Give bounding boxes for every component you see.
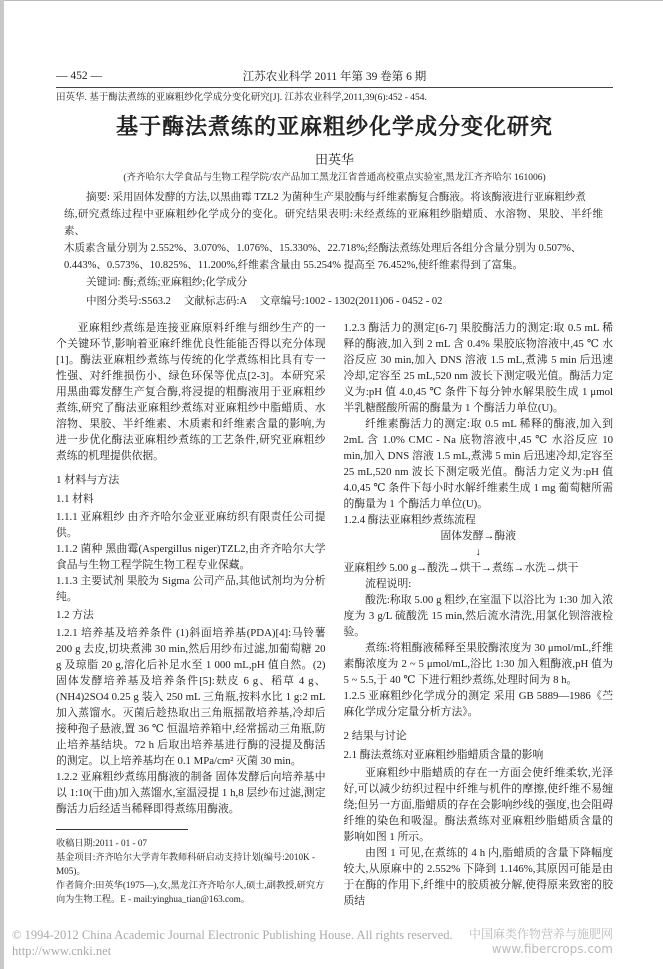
abstract-label: 摘要: xyxy=(86,192,110,203)
page-bottom xyxy=(12,927,613,959)
paragraph: 纤维素酶活力的测定:取 0.5 mL 稀释的酶液,加入到 2mL 含 1.0% CMC - Na 底物溶液中,45 ℃ 水浴反应 10 min,加入 DNS 溶液 1.5 mL,煮沸 5 min 后迅速冷却,定容至 25 mL,520 nm 波长下测定吸光值。酶活力定义为:pH 值 4.0,45 ℃ 条件下每小时水解纤维素生成 1 mg 葡萄糖所需的酶量为 1 个酶活力单位(U)。 xyxy=(343,418,613,510)
paragraph: 由图 1 可见,在煮练的 4 h 内,脂蜡质的含量下降幅度较大,从原麻中的 2.552% 下降到 1.146%,其原因可能是由于在酶的作用下,纤维中的胶质被分解,使得原来致密的胶质结 xyxy=(343,847,613,907)
subsection-heading: 2.1 酶法煮练对亚麻粗纱脂蜡质含量的影响 xyxy=(343,749,544,761)
classification xyxy=(86,293,603,310)
paragraph: 酸洗:称取 5.00 g 粗纱,在室温下以浴比为 1:30 加入浓度为 3 g/L 硫酸洗 15 min,然后流水清洗,用氯化钡溶液检验。 xyxy=(343,594,613,638)
copyright: © 1994-2012 China Academic Journal Electronic Publishing House. All rights reserved. http://www.cnki.net xyxy=(12,928,453,958)
watermark xyxy=(469,927,613,957)
clc-label: 中图分类号: xyxy=(86,296,142,307)
clc-value: S563.2 xyxy=(141,296,171,307)
flow-note: 流程说明: xyxy=(365,578,412,590)
right-column xyxy=(344,320,614,909)
watermark-line: 中国麻类作物营养与施肥网 xyxy=(468,927,613,941)
author-bio: 作者简介:田英华(1975—),女,黑龙江齐齐哈尔人,硕士,副教授,研究方向为生物工程。E - mail:yinghua_tian@163.com。 xyxy=(56,880,325,904)
subsection-heading: 1.1 材料 xyxy=(56,493,94,505)
paragraph: 1.2.2 亚麻粗纱煮练用酶液的制备 固体发酵后向培养基中以 1:10(干曲)加入蒸馏水,室温浸提 1 h,8 层纱布过滤,测定酶活力后经适当稀释即得煮练用酶液。 xyxy=(56,771,326,815)
intro-paragraph: 亚麻粗纱煮练是连接亚麻原料纤维与细纱生产的一个关键环节,影响着亚麻纤维优良性能能否得以充分体现[1]。酶法亚麻粗纱煮练与传统的化学煮练相比具有专一性强、对纤维损伤小、绿色环保等优点[2-3]。本研究采用黑曲霉发酵生产复合酶,将浸提的粗酶液用于亚麻粗纱煮练,研究了酶法亚麻粗纱煮练对亚麻粗纱中脂蜡质、水溶物、果胶、半纤维素、木质素和纤维素含量的影响,为进一步优化酶法亚麻粗纱煮练的工艺条件,研究亚麻粗纱煮练的机理提供依据。 xyxy=(56,322,326,462)
abstract-line: 练,研究煮练过程中亚麻粗纱化学成分的变化。研究结果表明:未经煮练的亚麻粗纱脂蜡质、水溶物、果胶、半纤维素、 xyxy=(64,209,603,237)
footnote xyxy=(56,829,326,906)
abstract-text: 采用固体发酵的方法,以黑曲霉 TZL2 为菌种生产果胶酶与纤维素酶复合酶液。将该酶液进行亚麻粗纱煮 xyxy=(112,192,586,203)
keywords-text: 酶;煮练;亚麻粗纱;化学成分 xyxy=(123,277,248,288)
paragraph: 1.2.1 培养基及培养条件 (1)斜面培养基(PDA)[4]:马铃薯 200 g 去皮,切块煮沸 30 min,然后用纱布过滤,加葡萄糖 20 g 及琼脂 20 g,溶化后补足水至 1 000 mL,pH 值自然。(2)固体发酵培养基及培养条件[5]:麸皮 6 g、稻草 4 g、(NH4)2SO4 0.25 g 装入 250 mL 三角瓶,按料水比 1 g:2 mL 加入蒸馏水。灭菌后趁热取出三角瓶摇散培养基,冷却后接种孢子悬液,置 36 ℃ 恒温培养箱中,经常摇动三角瓶,防止培养基结块。72 h 后取出培养基进行酶的浸提及酶活的测定。以上培养基均在 0.1 MPa/cm² 灭菌 30 min。 xyxy=(56,627,326,767)
affiliation: (齐齐哈尔大学食品与生物工程学院/农产品加工黑龙江省普通高校重点实验室,黑龙江齐齐哈尔 161006) xyxy=(123,173,546,183)
journal-issue: 江苏农业科学 2011 年第 39 卷第 6 期 xyxy=(242,71,427,83)
citation: 田英华. 基于酶法煮练的亚麻粗纱化学成分变化研究[J]. 江苏农业科学,2011,39(6):452 - 454. xyxy=(56,93,427,103)
flow-main: 亚麻粗纱 5.00 g→酸洗→烘干→煮练→水洗→烘干 xyxy=(343,562,579,574)
watermark-line: www.fibercrops.com xyxy=(491,942,613,956)
author: 田英华 xyxy=(314,152,354,167)
paragraph: 1.1.3 主要试剂 果胶为 Sigma 公司产品,其他试剂均为分析纯。 xyxy=(56,575,326,603)
paragraph: 1.1.1 亚麻粗纱 由齐齐哈尔金亚亚麻纺织有限责任公司提供。 xyxy=(56,511,326,539)
paragraph: 亚麻粗纱中脂蜡质的存在一方面会使纤维柔软,光泽好,可以减少纺织过程中纤维与机件的摩擦,使纤维不易缠绕;但另一方面,脂蜡质的存在会影响纱线的强度,也会阻碍纤维的染色和吸湿。酶法煮练对亚麻粗纱脂蜡质含量的影响如图 1 所示。 xyxy=(343,767,613,843)
paragraph: 1.2.3 酶活力的测定[6-7] 果胶酶活力的测定:取 0.5 mL 稀释的酶液,加入到 2 mL 含 0.4% 果胶底物溶液中,45 ℃ 水浴反应 30 min,加入 DNS 溶液 1.5 mL,煮沸 5 min 后迅速冷却,定容至 25 mL,520 nm 波长下测定吸光值。酶活力定义为:pH 值 4.0,45 ℃ 条件下每分钟水解果胶生成 1 μmol 半乳糖醛酸所需的酶量为 1 个酶活力单位(U)。 xyxy=(343,322,613,414)
article-number-value: 1002 - 1302(2011)06 - 0452 - 02 xyxy=(304,296,443,307)
abstract-line: 0.443%、0.573%、10.825%、11.200%,纤维素含量由 55.254% 提高至 76.452%,使纤维素得到了富集。 xyxy=(64,260,523,271)
keywords xyxy=(86,274,603,291)
article-number-label: 文章编号: xyxy=(259,296,305,307)
left-column xyxy=(56,320,326,906)
flow-top: 固体发酵→酶液 xyxy=(440,530,517,542)
section-heading: 1 材料与方法 xyxy=(56,474,120,486)
received-date: 收稿日期:2011 - 01 - 07 xyxy=(56,838,148,848)
flow-arrow-icon: ↓ xyxy=(475,546,481,558)
subsection-heading: 1.2.4 酶法亚麻粗纱煮练流程 xyxy=(343,514,476,526)
section-heading: 2 结果与讨论 xyxy=(343,730,407,742)
subsection-heading: 1.2 方法 xyxy=(56,609,94,621)
footnote-rule xyxy=(56,829,188,830)
running-header xyxy=(56,66,613,88)
page-number: — 452 — xyxy=(56,70,102,82)
paper-title: 基于酶法煮练的亚麻粗纱化学成分变化研究 xyxy=(115,115,553,140)
body-columns xyxy=(56,320,613,909)
fund-info: 基金项目:齐齐哈尔大学青年教师科研启动支持计划(编号:2010K - M05)。 xyxy=(56,852,316,876)
abstract-line xyxy=(86,189,603,206)
doc-code-label: 文献标志码: xyxy=(184,296,240,307)
abstract-line: 木质素含量分别为 2.552%、3.070%、1.076%、15.330%、22.718%;经酶法煮练处理后各组分含量分别为 0.507%、 xyxy=(64,243,582,254)
doc-code-value: A xyxy=(239,296,247,307)
paragraph: 1.1.2 菌种 黑曲霉(Aspergillus niger)TZL2,由齐齐哈尔大学食品与生物工程学院生物工程专业保藏。 xyxy=(56,543,326,571)
abstract xyxy=(64,189,603,310)
keywords-label: 关键词: xyxy=(86,277,121,288)
paragraph: 煮练:将粗酶液稀释至果胶酶浓度为 30 μmol/mL,纤维素酶浓度为 2 ~ 5 μmol/mL,浴比 1:30 加入粗酶液,pH 值为 5 ~ 5.5,于 40 ℃ 下进行粗纱煮练,处理时间为 8 h。 xyxy=(343,642,613,686)
paragraph: 1.2.5 亚麻粗纱化学成分的测定 采用 GB 5889—1986《苎麻化学成分定量分析方法》。 xyxy=(343,690,613,718)
